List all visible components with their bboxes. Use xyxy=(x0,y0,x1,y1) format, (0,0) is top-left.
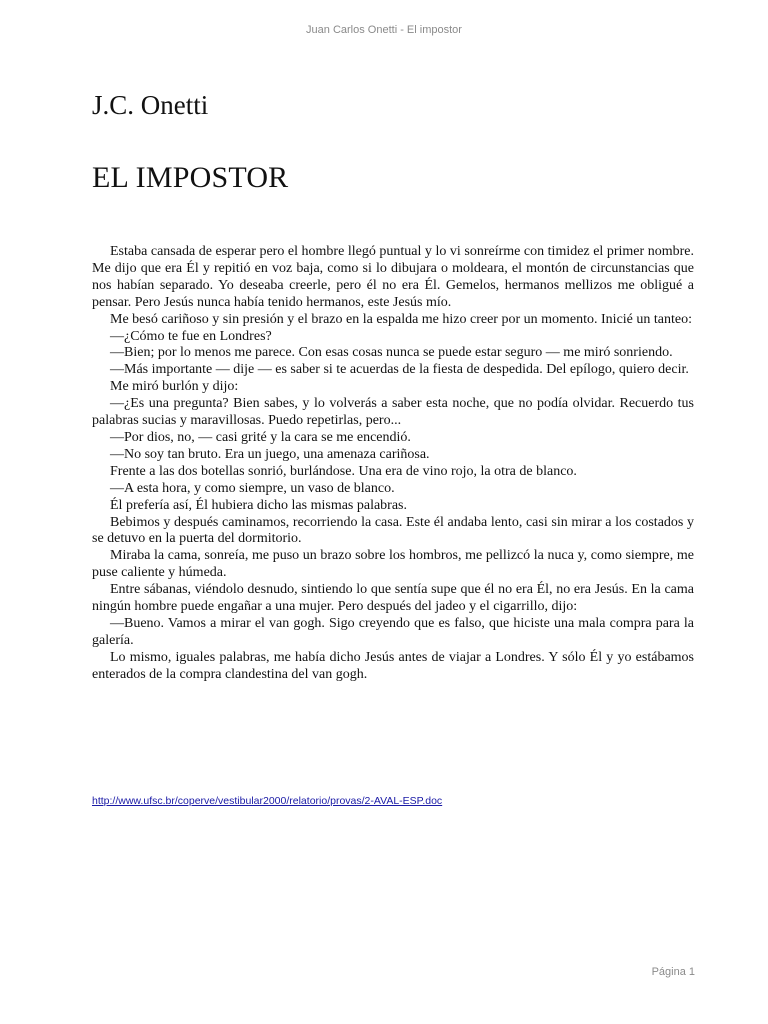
story-body xyxy=(92,244,694,684)
paragraph: —No soy tan bruto. Era un juego, una amenaza cariñosa. xyxy=(110,446,430,462)
running-header: Juan Carlos Onetti - El impostor xyxy=(306,24,462,36)
author-name: J.C. Onetti xyxy=(92,90,209,120)
paragraph: Entre sábanas, viéndolo desnudo, sintiendo lo que sentía supe que él no era Él, no era Jesús. En la cama ningún hombre puede engañar a una mujer. Pero después del jadeo y el cigarrillo, dijo: xyxy=(92,582,694,615)
paragraph: Lo mismo, iguales palabras, me había dicho Jesús antes de viajar a Londres. Y sólo Él y yo estábamos enterados de la compra clandestina del van gogh. xyxy=(92,649,694,682)
paragraph: —Por dios, no, — casi grité y la cara se me encendió. xyxy=(110,429,411,445)
story-title: EL IMPOSTOR xyxy=(92,161,289,194)
paragraph: Miraba la cama, sonreía, me puso un brazo sobre los hombros, me pellizcó la nuca y, como siempre, me puse caliente y húmeda. xyxy=(92,548,694,581)
paragraph: —Más importante — dije — es saber si te acuerdas de la fiesta de despedida. Del epílogo, quiero decir. xyxy=(110,362,689,378)
paragraph: Bebimos y después caminamos, recorriendo la casa. Este él andaba lento, casi sin mirar a los costados y se detuvo en la puerta del dormitorio. xyxy=(92,514,694,547)
paragraph: Estaba cansada de esperar pero el hombre llegó puntual y lo vi sonreírme con timidez el primer nombre. Me dijo que era Él y repitió en voz baja, como si lo dibujara o moldeara, el montón de circunstancias que nos habían separado. Yo deseaba creerle, pero él no era Él. Gemelos, hermanos mellizos me obligué a pensar. Pero Jesús nunca había tenido hermanos, este Jesús mío. xyxy=(92,244,694,310)
paragraph: Frente a las dos botellas sonrió, burlándose. Una era de vino rojo, la otra de blanco. xyxy=(110,463,577,479)
paragraph: Él prefería así, Él hubiera dicho las mismas palabras. xyxy=(110,497,408,513)
paragraph: —¿Cómo te fue en Londres? xyxy=(110,328,272,344)
paragraph: —A esta hora, y como siempre, un vaso de blanco. xyxy=(110,480,395,496)
paragraph: —Bueno. Vamos a mirar el van gogh. Sigo creyendo que es falso, que hiciste una mala compra para la galería. xyxy=(92,615,694,648)
page-number: Página 1 xyxy=(651,966,695,978)
paragraph: Me besó cariñoso y sin presión y el brazo en la espalda me hizo creer por un momento. Inicié un tanteo: xyxy=(110,311,692,327)
paragraph: Me miró burlón y dijo: xyxy=(110,379,239,395)
paragraph: —Bien; por lo menos me parece. Con esas cosas nunca se puede estar seguro — me miró sonriendo. xyxy=(110,345,673,361)
paragraph: —¿Es una pregunta? Bien sabes, y lo volverás a saber esta noche, que no podía olvidar. Recuerdo tus palabras sucias y maravillosas. Puedo repetirlas, pero... xyxy=(92,396,694,429)
source-link[interactable]: http://www.ufsc.br/coperve/vestibular2000/relatorio/provas/2-AVAL-ESP.doc xyxy=(92,795,443,807)
